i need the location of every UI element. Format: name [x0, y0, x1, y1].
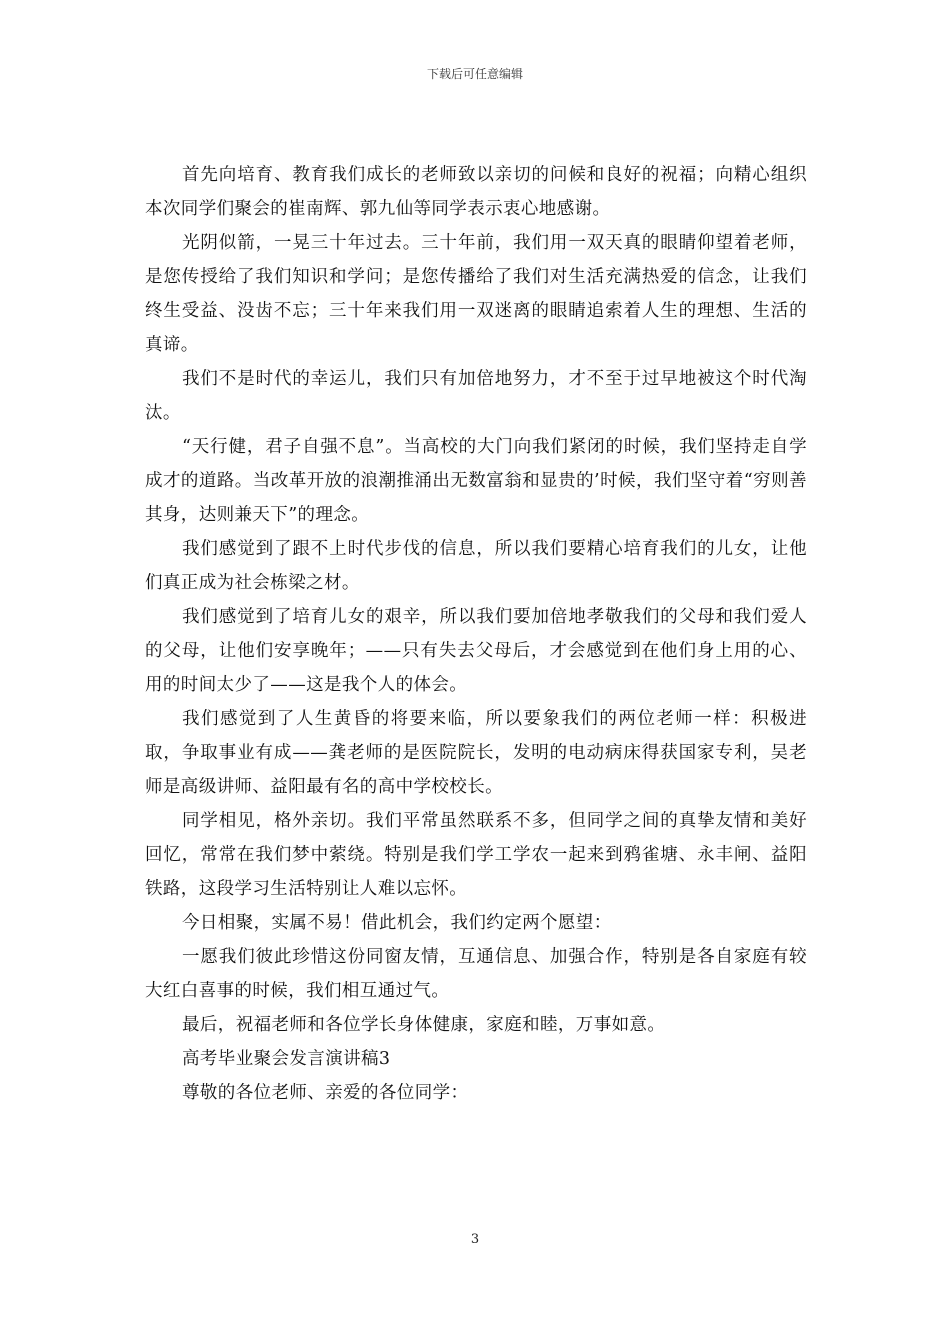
- paragraph-9: 今日相聚，实属不易！借此机会，我们约定两个愿望：: [182, 913, 612, 933]
- paragraph-5: 我们感觉到了跟不上时代步伐的信息，所以我们要精心培育我们的儿女，让他们真正成为社会栋梁之材。: [145, 539, 807, 593]
- page-header: 下载后可任意编辑: [426, 67, 523, 81]
- paragraph-10: 一愿我们彼此珍惜这份同窗友情，互通信息、加强合作，特别是各自家庭有较大红白喜事的时候，我们相互通过气。: [145, 947, 807, 1001]
- paragraph-8: 同学相见，格外亲切。我们平常虽然联系不多，但同学之间的真挚友情和美好回忆，常常在我们梦中萦绕。特别是我们学工学农一起来到鸦雀塘、永丰闸、益阳铁路，这段学习生活特别让人难以忘怀。: [145, 811, 807, 899]
- page-number: 3: [470, 1232, 480, 1247]
- section-title: 高考毕业聚会发言演讲稿3: [182, 1049, 391, 1069]
- paragraph-2: 光阴似箭，一晃三十年过去。三十年前，我们用一双天真的眼睛仰望着老师，是您传授给了我们知识和学问；是您传播给了我们对生活充满热爱的信念，让我们终生受益、没齿不忘；三十年来我们用一双迷离的眼睛追索着人生的理想、生活的真谛。: [145, 233, 807, 355]
- paragraph-7: 我们感觉到了人生黄昏的将要来临，所以要象我们的两位老师一样：积极进取，争取事业有成——龚老师的是医院院长，发明的电动病床得获国家专利，吴老师是高级讲师、益阳最有名的高中学校校长。: [145, 709, 807, 797]
- paragraph-3: 我们不是时代的幸运儿，我们只有加倍地努力，才不至于过早地被这个时代淘汰。: [145, 369, 807, 423]
- paragraph-4: “天行健，君子自强不息”。当高校的大门向我们紧闭的时候，我们坚持走自学成才的道路。当改革开放的浪潮推涌出无数富翁和显贵的’时候，我们坚守着“穷则善其身，达则兼天下”的理念。: [145, 437, 807, 525]
- paragraph-11: 最后，祝福老师和各位学长身体健康，家庭和睦，万事如意。: [182, 1015, 666, 1035]
- paragraph-1: 首先向培育、教育我们成长的老师致以亲切的问候和良好的祝福；向精心组织本次同学们聚会的崔南辉、郭九仙等同学表示衷心地感谢。: [145, 165, 807, 219]
- paragraph-6: 我们感觉到了培育儿女的艰辛，所以我们要加倍地孝敬我们的父母和我们爱人的父母，让他们安享晚年；——只有失去父母后，才会感觉到在他们身上用的心、用的时间太少了——这是我个人的体会。: [145, 607, 807, 695]
- salutation: 尊敬的各位老师、亲爱的各位同学：: [182, 1083, 469, 1103]
- document-body: [145, 158, 807, 1110]
